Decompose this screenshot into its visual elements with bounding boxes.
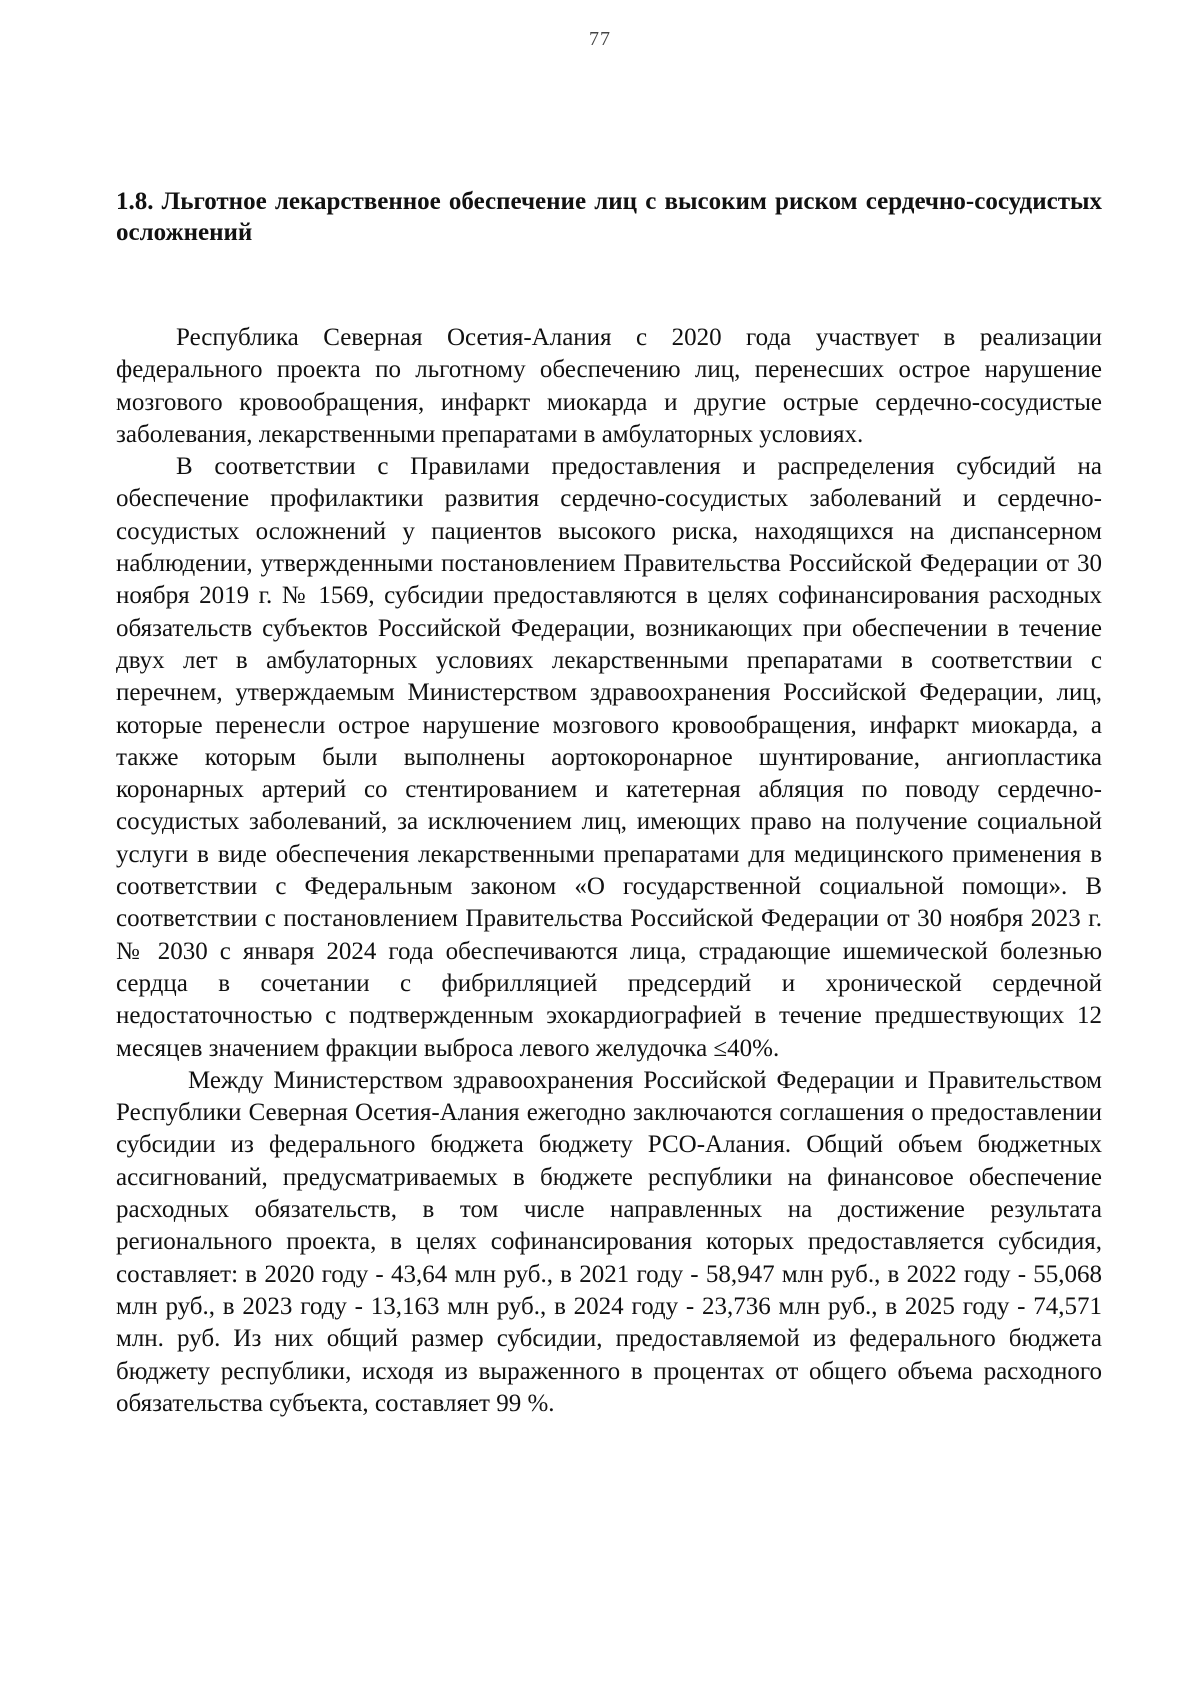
paragraph-1: Республика Северная Осетия-Алания с 2020 года участвует в реализации федерального проекта по льготному обеспечению лиц, перенесших острое нарушение мозгового кровообращения, инфаркт миокарда и другие острые сердечно-сосудистые заболевания, лекарственными препаратами в амбулаторных условиях. [116, 324, 1102, 448]
paragraph-2: В соответствии с Правилами предоставления и распределения субсидий на обеспечение профилактики развития сердечно-сосудистых заболеваний и сердечно-сосудистых осложнений у пациентов высокого риска, находящихся на диспансерном наблюдении, утвержденными постановлением Правительства Российской Федерации от 30 ноября 2019 г. № 1569, субсидии предоставляются в целях софинансирования расходных обязательств субъектов Российской Федерации, возникающих при обеспечении в течение двух лет в амбулаторных условиях лекарственными препаратами в соответствии с перечнем, утверждаемым Министерством здравоохранения Российской Федерации, лиц, которые перенесли острое нарушение мозгового кровообращения, инфаркт миокарда, а также которым были выполнены аортокоронарное шунтирование, ангиопластика коронарных артерий со стентированием и катетерная абляция по поводу сердечно-сосудистых заболеваний, за исключением лиц, имеющих право на получение социальной услуги в виде обеспечения лекарственными препаратами для медицинского применения в соответствии с Федеральным законом «О государственной социальной помощи». В соответствии с постановлением Правительства Российской Федерации от 30 ноября 2023 г. № 2030 с января 2024 года обеспечиваются лица, страдающие ишемической болезнью сердца в сочетании с фибрилляцией предсердий и хронической сердечной недостаточностью с подтвержденным эхокардиографией в течение предшествующих 12 месяцев значением фракции выброса левого желудочка ≤40%. [116, 453, 1102, 1062]
page-number: 77 [589, 28, 611, 50]
body-text [116, 322, 1102, 1420]
paragraph-3: Между Министерством здравоохранения Российской Федерации и Правительством Республики Северная Осетия-Алания ежегодно заключаются соглашения о предоставлении субсидии из федерального бюджета бюджету РСО-Алания. Общий объем бюджетных ассигнований, предусматриваемых в бюджете республики на финансовое обеспечение расходных обязательств, в том числе направленных на достижение результата регионального проекта, в целях софинансирования которых предоставляется субсидия, составляет: в 2020 году - 43,64 млн руб., в 2021 году - 58,947 млн руб., в 2022 году - 55,068 млн руб., в 2023 году - 13,163 млн руб., в 2024 году - 23,736 млн руб., в 2025 году - 74,571 млн. руб. Из них общий размер субсидии, предоставляемой из федерального бюджета бюджету республики, исходя из выраженного в процентах от общего объема расходного обязательства субъекта, составляет 99 %. [116, 1066, 1102, 1417]
section-heading: 1.8. Льготное лекарственное обеспечение лиц с высоким риском сердечно-сосудистых осложнений [116, 188, 1102, 246]
